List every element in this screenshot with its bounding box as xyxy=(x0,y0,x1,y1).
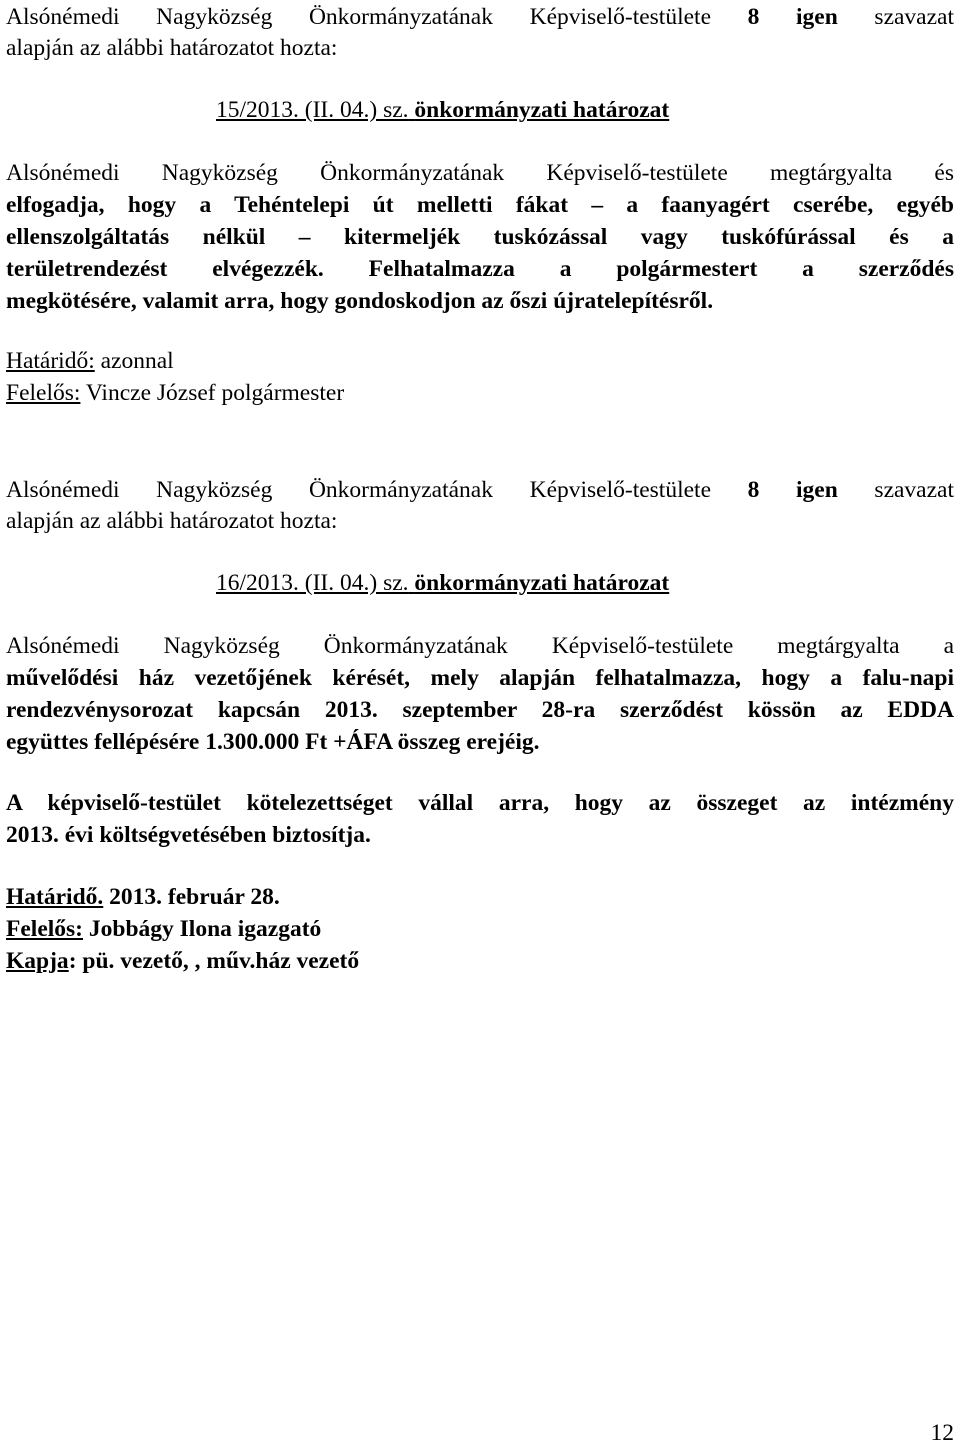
vote-count: 8 igen xyxy=(747,4,838,30)
vote-suffix: szavazat xyxy=(874,477,954,503)
resolution-body-line: Alsónémedi Nagyközség Önkormányzatának Képviselő-testülete megtárgyalta a xyxy=(6,633,954,659)
resolution-body-line: Alsónémedi Nagyközség Önkormányzatának Képviselő-testülete megtárgyalta és xyxy=(6,160,954,186)
recipients-line xyxy=(6,946,359,976)
resolution-body-line: együttes fellépésére 1.300.000 Ft +ÁFA összeg erejéig. xyxy=(6,729,540,755)
resolution-body-line: megkötésére, valamit arra, hogy gondoskodjon az őszi újratelepítésről. xyxy=(6,288,714,314)
resolution-body-line: elfogadja, hogy a Tehéntelepi út melletti fákat – a faanyagért cserébe, egyéb xyxy=(6,192,954,218)
vote-intro-line-1 xyxy=(6,2,954,32)
resolution-body-line: területrendezést elvégezzék. Felhatalmazza a polgármestert a szerződés xyxy=(6,256,955,282)
responsible-label: Felelős: xyxy=(6,916,83,942)
vote-intro-text: Alsónémedi Nagyközség Önkormányzatának Képviselő-testülete xyxy=(6,4,712,30)
deadline-label: Határidő. xyxy=(6,884,104,910)
vote-count: 8 igen xyxy=(747,477,838,503)
deadline-label: Határidő: xyxy=(6,348,95,374)
responsible-value: Vincze József polgármester xyxy=(80,380,345,406)
responsible-line xyxy=(6,378,344,408)
recipients-label: Kapja xyxy=(6,948,69,974)
commitment-line: A képviselő-testület kötelezettséget vállal arra, hogy az összeget az intézmény xyxy=(6,790,954,816)
vote-suffix: szavazat xyxy=(874,4,954,30)
deadline-value: 2013. február 28. xyxy=(103,884,280,910)
responsible-value: Jobbágy Ilona igazgató xyxy=(83,916,322,942)
responsible-line xyxy=(6,914,321,944)
resolution-body-line: művelődési ház vezetőjének kérését, mely alapján felhatalmazza, hogy a falu-napi xyxy=(6,665,954,691)
page-number: 12 xyxy=(930,1420,954,1446)
resolution-body-line: rendezvénysorozat kapcsán 2013. szeptember 28-ra szerződést kössön az EDDA xyxy=(6,697,954,723)
recipients-value: : pü. vezető, , műv.ház vezető xyxy=(68,948,360,974)
vote-intro-line-1 xyxy=(6,475,954,505)
resolution-number: 16/2013. (II. 04.) sz. önkormányzati határozat xyxy=(216,570,670,596)
vote-intro-text: Alsónémedi Nagyközség Önkormányzatának Képviselő-testülete xyxy=(6,477,712,503)
deadline-value: azonnal xyxy=(94,348,174,374)
resolution-number: 15/2013. (II. 04.) sz. önkormányzati határozat xyxy=(216,97,670,123)
resolution-body-line: ellenszolgáltatás nélkül – kitermeljék tuskózással vagy tuskófúrással és a xyxy=(6,224,954,250)
vote-intro-line-2: alapján az alábbi határozatot hozta: xyxy=(6,508,338,534)
deadline-line xyxy=(6,346,174,376)
vote-intro-line-2: alapján az alábbi határozatot hozta: xyxy=(6,35,338,61)
responsible-label: Felelős: xyxy=(6,380,81,406)
commitment-line: 2013. évi költségvetésében biztosítja. xyxy=(6,822,371,848)
deadline-line xyxy=(6,882,280,912)
